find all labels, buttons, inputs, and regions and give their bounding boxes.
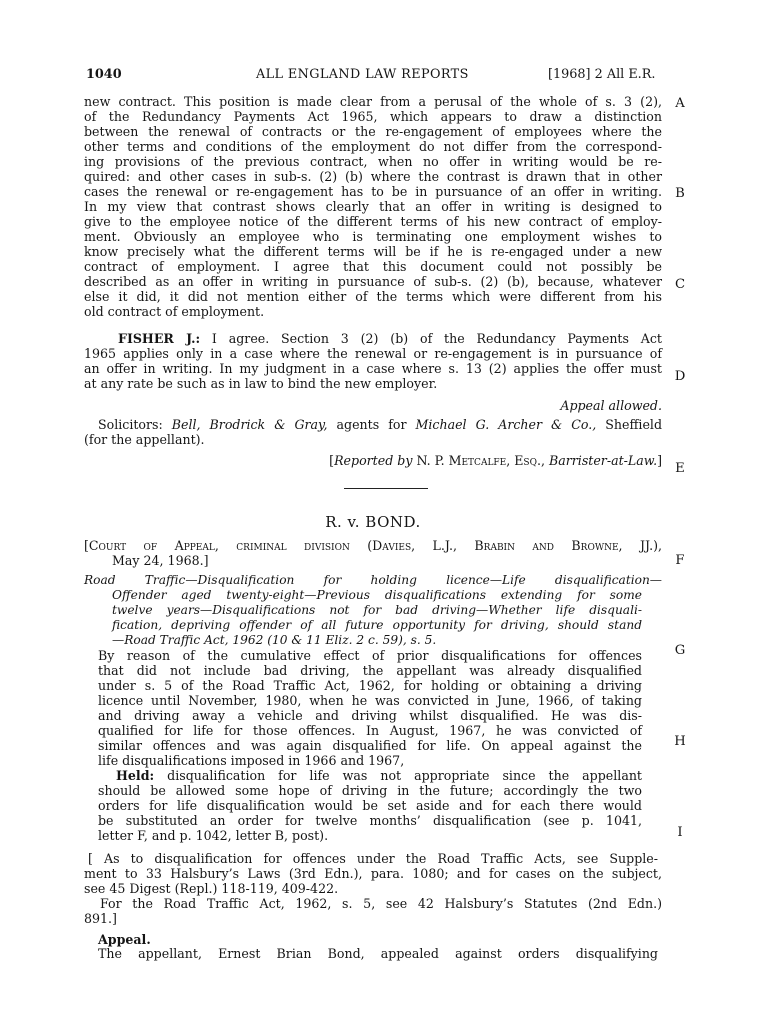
text-line: quired: and other cases in sub-s. (2) (b) where the contrast is drawn that in other: [84, 169, 662, 184]
catchword-line: Offender aged twenty-eight—Previous disqualifications extending for some: [112, 588, 642, 602]
judge-name: FISHER J.:: [118, 331, 201, 346]
text-line: give to the employee notice of the different terms of his new contract of employ-: [84, 214, 662, 229]
text-line: under s. 5 of the Road Traffic Act, 1962, for holding or obtaining a driving: [98, 678, 642, 693]
text-line: be substituted an order for twelve months’ disqualification (see p. 1041,: [98, 813, 642, 828]
text-line: ing provisions of the previous contract, when no offer in writing would be re-: [84, 154, 662, 169]
disposition: Appeal allowed.: [560, 398, 662, 413]
margin-letter-f: F: [675, 553, 685, 568]
catchword-line: fication, depriving offender of all future opportunity for driving, should stand: [112, 618, 642, 632]
court-line: [Court of Appeal, criminal division (Davies, L.J., Brabin and Browne, JJ.),: [84, 538, 662, 553]
held-first-line: [116, 768, 642, 783]
text-line: By reason of the cumulative effect of prior disqualifications for offences: [98, 648, 642, 663]
margin-letter-g: G: [674, 643, 686, 658]
text-line: between the renewal of contracts or the re-engagement of employees where the: [84, 124, 662, 139]
reporter-title: Barrister-at-Law.: [549, 453, 658, 468]
margin-letter-c: C: [674, 277, 686, 292]
annotation-line: see 45 Digest (Repl.) 118-119, 409-422.: [84, 881, 339, 896]
text-segment: Sheffield: [596, 417, 662, 432]
text-segment: I agree. Section 3 (2) (b) of the Redundancy Payments Act: [200, 331, 662, 346]
text-line: licence until November, 1980, when he was convicted in June, 1966, of taking: [98, 693, 642, 708]
held-label: Held:: [116, 768, 155, 783]
page-number: 1040: [86, 67, 122, 82]
text-line: similar offences and was again disqualified for life. On appeal against the: [98, 738, 642, 753]
solicitors-line: [98, 417, 662, 432]
annotation-line: For the Road Traffic Act, 1962, s. 5, see 42 Halsbury’s Statutes (2nd Edn.): [100, 896, 662, 911]
text-line: should be allowed some hope of driving in the future; accordingly the two: [98, 783, 642, 798]
margin-letter-b: B: [675, 186, 685, 201]
margin-letter-e: E: [675, 461, 685, 476]
margin-letter-a: A: [675, 96, 685, 111]
section-divider: [344, 488, 428, 489]
solicitors-label: Solicitors:: [98, 417, 163, 432]
bracket: [: [329, 453, 335, 468]
margin-letter-d: D: [674, 369, 686, 384]
text-line: an offer in writing. In my judgment in a case where s. 13 (2) applies the offer must: [84, 361, 662, 376]
appeal-first-line: The appellant, Ernest Brian Bond, appealed against orders disqualifying: [98, 946, 658, 961]
reported-by: Reported by: [334, 453, 413, 468]
text-line: cases the renewal or re-engagement has to be in pursuance of an offer in writing.: [84, 184, 662, 199]
catchword-line: Road Traffic—Disqualification for holding licence—Life disqualification—: [84, 573, 662, 587]
citation: [1968] 2 All E.R.: [548, 67, 656, 82]
margin-letter-h: H: [674, 734, 686, 749]
running-title: ALL ENGLAND LAW REPORTS: [256, 67, 469, 82]
text-line: and driving away a vehicle and driving whilst disqualified. He was dis-: [98, 708, 642, 723]
bracket: ]: [657, 453, 662, 468]
text-line: ment. Obviously an employee who is terminating one employment wishes to: [84, 229, 662, 244]
reporter-line: [84, 453, 662, 468]
text-line: orders for life disqualification would be set aside and for each there would: [98, 798, 642, 813]
annotation-line: ment to 33 Halsbury’s Laws (3rd Edn.), para. 1080; and for cases on the subject,: [84, 866, 662, 881]
solicitors-firm: Michael G. Archer & Co.,: [415, 417, 597, 432]
text-line: life disqualifications imposed in 1966 and 1967,: [98, 753, 405, 768]
text-line: described as an offer in writing in pursuance of sub-s. (2) (b), because, whatever: [84, 274, 662, 289]
reporter-name: N. P. Metcalfe, Esq.,: [412, 453, 549, 468]
catchword-line: —Road Traffic Act, 1962 (10 & 11 Eliz. 2 c. 59), s. 5.: [112, 633, 437, 647]
catchword-line: twelve years—Disqualifications not for bad driving—Whether life disquali-: [112, 603, 642, 617]
text-segment: disqualification for life was not appropriate since the appellant: [154, 768, 642, 783]
court-date: May 24, 1968.]: [112, 553, 209, 568]
text-line: else it did, it did not mention either of the terms which were different from his: [84, 289, 662, 304]
text-line: In my view that contrast shows clearly that an offer in writing is designed to: [84, 199, 662, 214]
text-line: of the Redundancy Payments Act 1965, which appears to draw a distinction: [84, 109, 662, 124]
annotation-line: [ As to disqualification for offences under the Road Traffic Acts, see Supple-: [88, 851, 658, 866]
solicitors-second-line: (for the appellant).: [84, 432, 205, 447]
text-line: other terms and conditions of the employment do not differ from the correspond-: [84, 139, 662, 154]
text-line: know precisely what the different terms will be if he is re-engaged under a new: [84, 244, 662, 259]
margin-letter-i: I: [677, 825, 683, 840]
text-line: that did not include bad driving, the appellant was already disqualified: [98, 663, 642, 678]
text-line: qualified for life for those offences. In August, 1967, he was convicted of: [98, 723, 642, 738]
text-line: contract of employment. I agree that this document could not possibly be: [84, 259, 662, 274]
appeal-heading: Appeal.: [98, 932, 151, 947]
fisher-first-line: [118, 331, 662, 346]
text-line: new contract. This position is made clear from a perusal of the whole of s. 3 (2),: [84, 94, 662, 109]
solicitors-firm: Bell, Brodrick & Gray,: [171, 417, 328, 432]
text-line: 1965 applies only in a case where the renewal or re-engagement is in pursuance of: [84, 346, 662, 361]
annotation-line: 891.]: [84, 911, 117, 926]
text-segment: agents for: [327, 417, 416, 432]
text-line: old contract of employment.: [84, 304, 265, 319]
text-line: letter F, and p. 1042, letter B, post).: [98, 828, 329, 843]
text-line: at any rate be such as in law to bind the new employer.: [84, 376, 438, 391]
case-title: R. v. BOND.: [325, 513, 421, 531]
